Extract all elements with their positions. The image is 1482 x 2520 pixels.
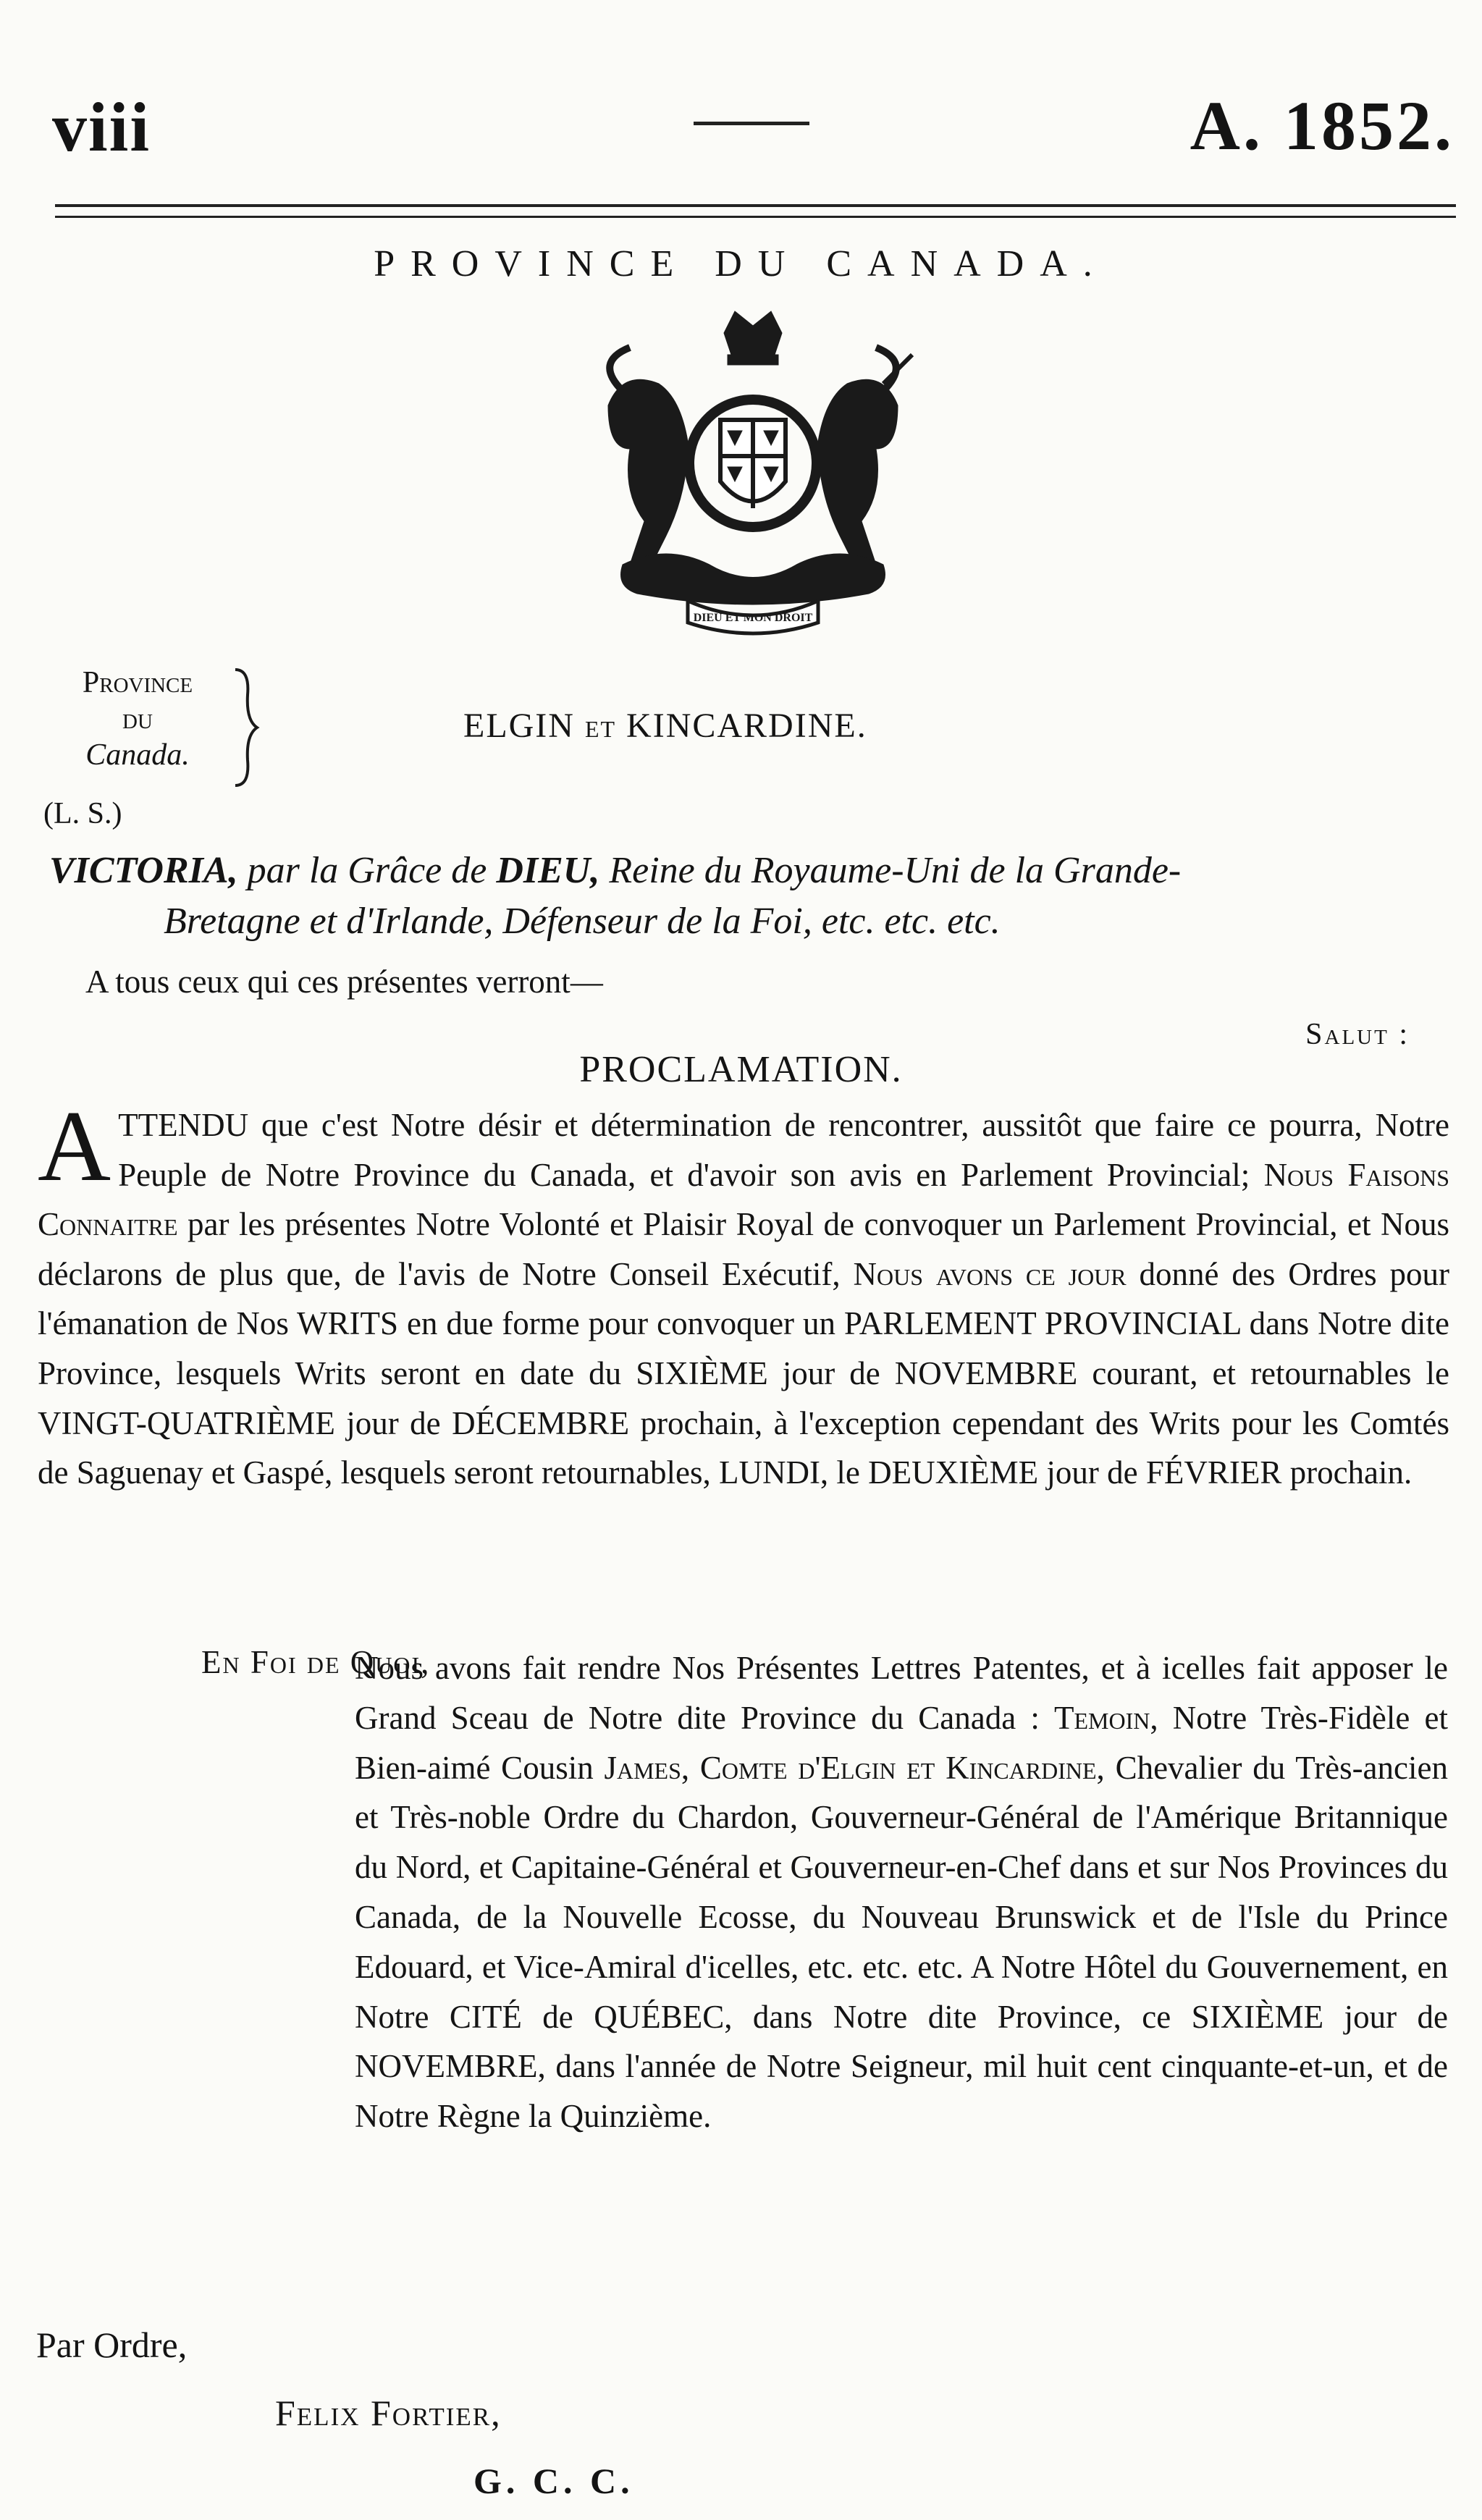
header-rule-bottom (55, 216, 1456, 218)
sovereign-line-2: Bretagne et d'Irlande, Défenseur de la Foi, etc. etc. etc. (164, 901, 1001, 942)
seal-province-box (43, 665, 232, 773)
header-rule-top (55, 204, 1456, 207)
seal-line-du: du (122, 702, 153, 736)
seal-line-canada: Canada. (85, 738, 190, 772)
page-year: A. 1852. (1190, 87, 1454, 164)
governor-et: ET (584, 716, 617, 742)
nous-faisons-connaitre: Nous Faisons Connaitre (38, 1156, 1449, 1243)
seal-line-province: Province (82, 666, 193, 699)
james-comte-elgin: James, Comte d'Elgin et Kincardine, (604, 1749, 1105, 1786)
proclamation-body: ATTENDU que c'est Notre désir et détermination de rencontrer, aussitôt que faire ce pourra, Notre Peuple de Notre Province du Canada, et d'avoir son avis en Parlement Provincial; Nous Faisons Connaitre par les présentes Notre Volonté et Plaisir Royal de convoquer un Parlement Provincial, et Nous déclarons de plus que, de l'avis de Notre Conseil Exécutif, Nous avons ce jour donné des Ordres pour l'émanation de Nos WRITS en due forme pour convoquer un PARLEMENT PROVINCIAL dans Notre dite Province, lesquels Writs seront en date du SIXIÈME jour de NOVEMBRE courant, et retournables le VINGT-QUATRIÈME jour de DÉCEMBRE prochain, à l'exception cependant des Writs pour les Comtés de Saguenay et Gaspé, lesquels seront retournables, LUNDI, le DEUXIÈME jour de FÉVRIER prochain. (38, 1090, 1450, 1491)
sovereign-title (49, 846, 1454, 947)
proclamation-heading: PROCLAMATION. (579, 1049, 903, 1090)
governor-title (463, 706, 867, 746)
salut: Salut : (1305, 1018, 1410, 1051)
par-ordre: Par Ordre, (36, 2325, 188, 2365)
seal-ls-mark: (L. S.) (43, 797, 122, 830)
drop-cap: A (38, 1090, 111, 1202)
royal-coat-of-arms-icon (579, 304, 927, 652)
curly-brace-icon (232, 666, 261, 789)
en-foi-de-quoi: En Foi de Quoi, (201, 1644, 431, 1680)
arms-motto: DIEU ET MON DROIT (693, 612, 813, 624)
sovereign-line-1: VICTORIA, par la Grâce de DIEU, Reine du Royaume-Uni de la Grande- (49, 850, 1182, 891)
governor-elgin: ELGIN (463, 707, 575, 745)
governor-kincardine: KINCARDINE. (626, 707, 867, 745)
greeting: A tous ceux qui ces présentes verront— (85, 964, 603, 1000)
testimony-clause: Nous avons fait rendre Nos Présentes Lettres Patentes, et à icelles fait apposer le Grand Sceau de Notre dite Province du Canada : Temoin, Notre Très-Fidèle et Bien-aimé Cousin James, Comte d'Elgin et Kincardine, Chevalier du Très-ancien et Très-noble Ordre du Chardon, Gouverneur-Général de l'Amérique Britannique du Nord, et Capitaine-Général et Gouverneur-en-Chef dans et sur Nos Provinces du Canada, de la Nouvelle Ecosse, du Nouveau Brunswick et de l'Isle du Prince Edouard, et Vice-Amiral d'icelles, etc. etc. etc. A Notre Hôtel du Gouvernement, en Notre CITÉ de QUÉBEC, dans Notre dite Province, ce SIXIÈME jour de NOVEMBRE, dans l'année de Notre Seigneur, mil huit cent cinquante-et-un, et de Notre Règne la Quinzième. (355, 1650, 1448, 2135)
nous-avons-ce-jour: Nous avons ce jour (853, 1255, 1127, 1292)
temoin: Temoin, (1053, 1699, 1158, 1736)
signatory-name: Felix Fortier, (275, 2393, 502, 2433)
page-number: viii (52, 88, 151, 166)
page-title: PROVINCE DU CANADA. (374, 243, 1108, 285)
header-dash (694, 122, 809, 125)
signatory-title: G. C. C. (473, 2461, 634, 2501)
